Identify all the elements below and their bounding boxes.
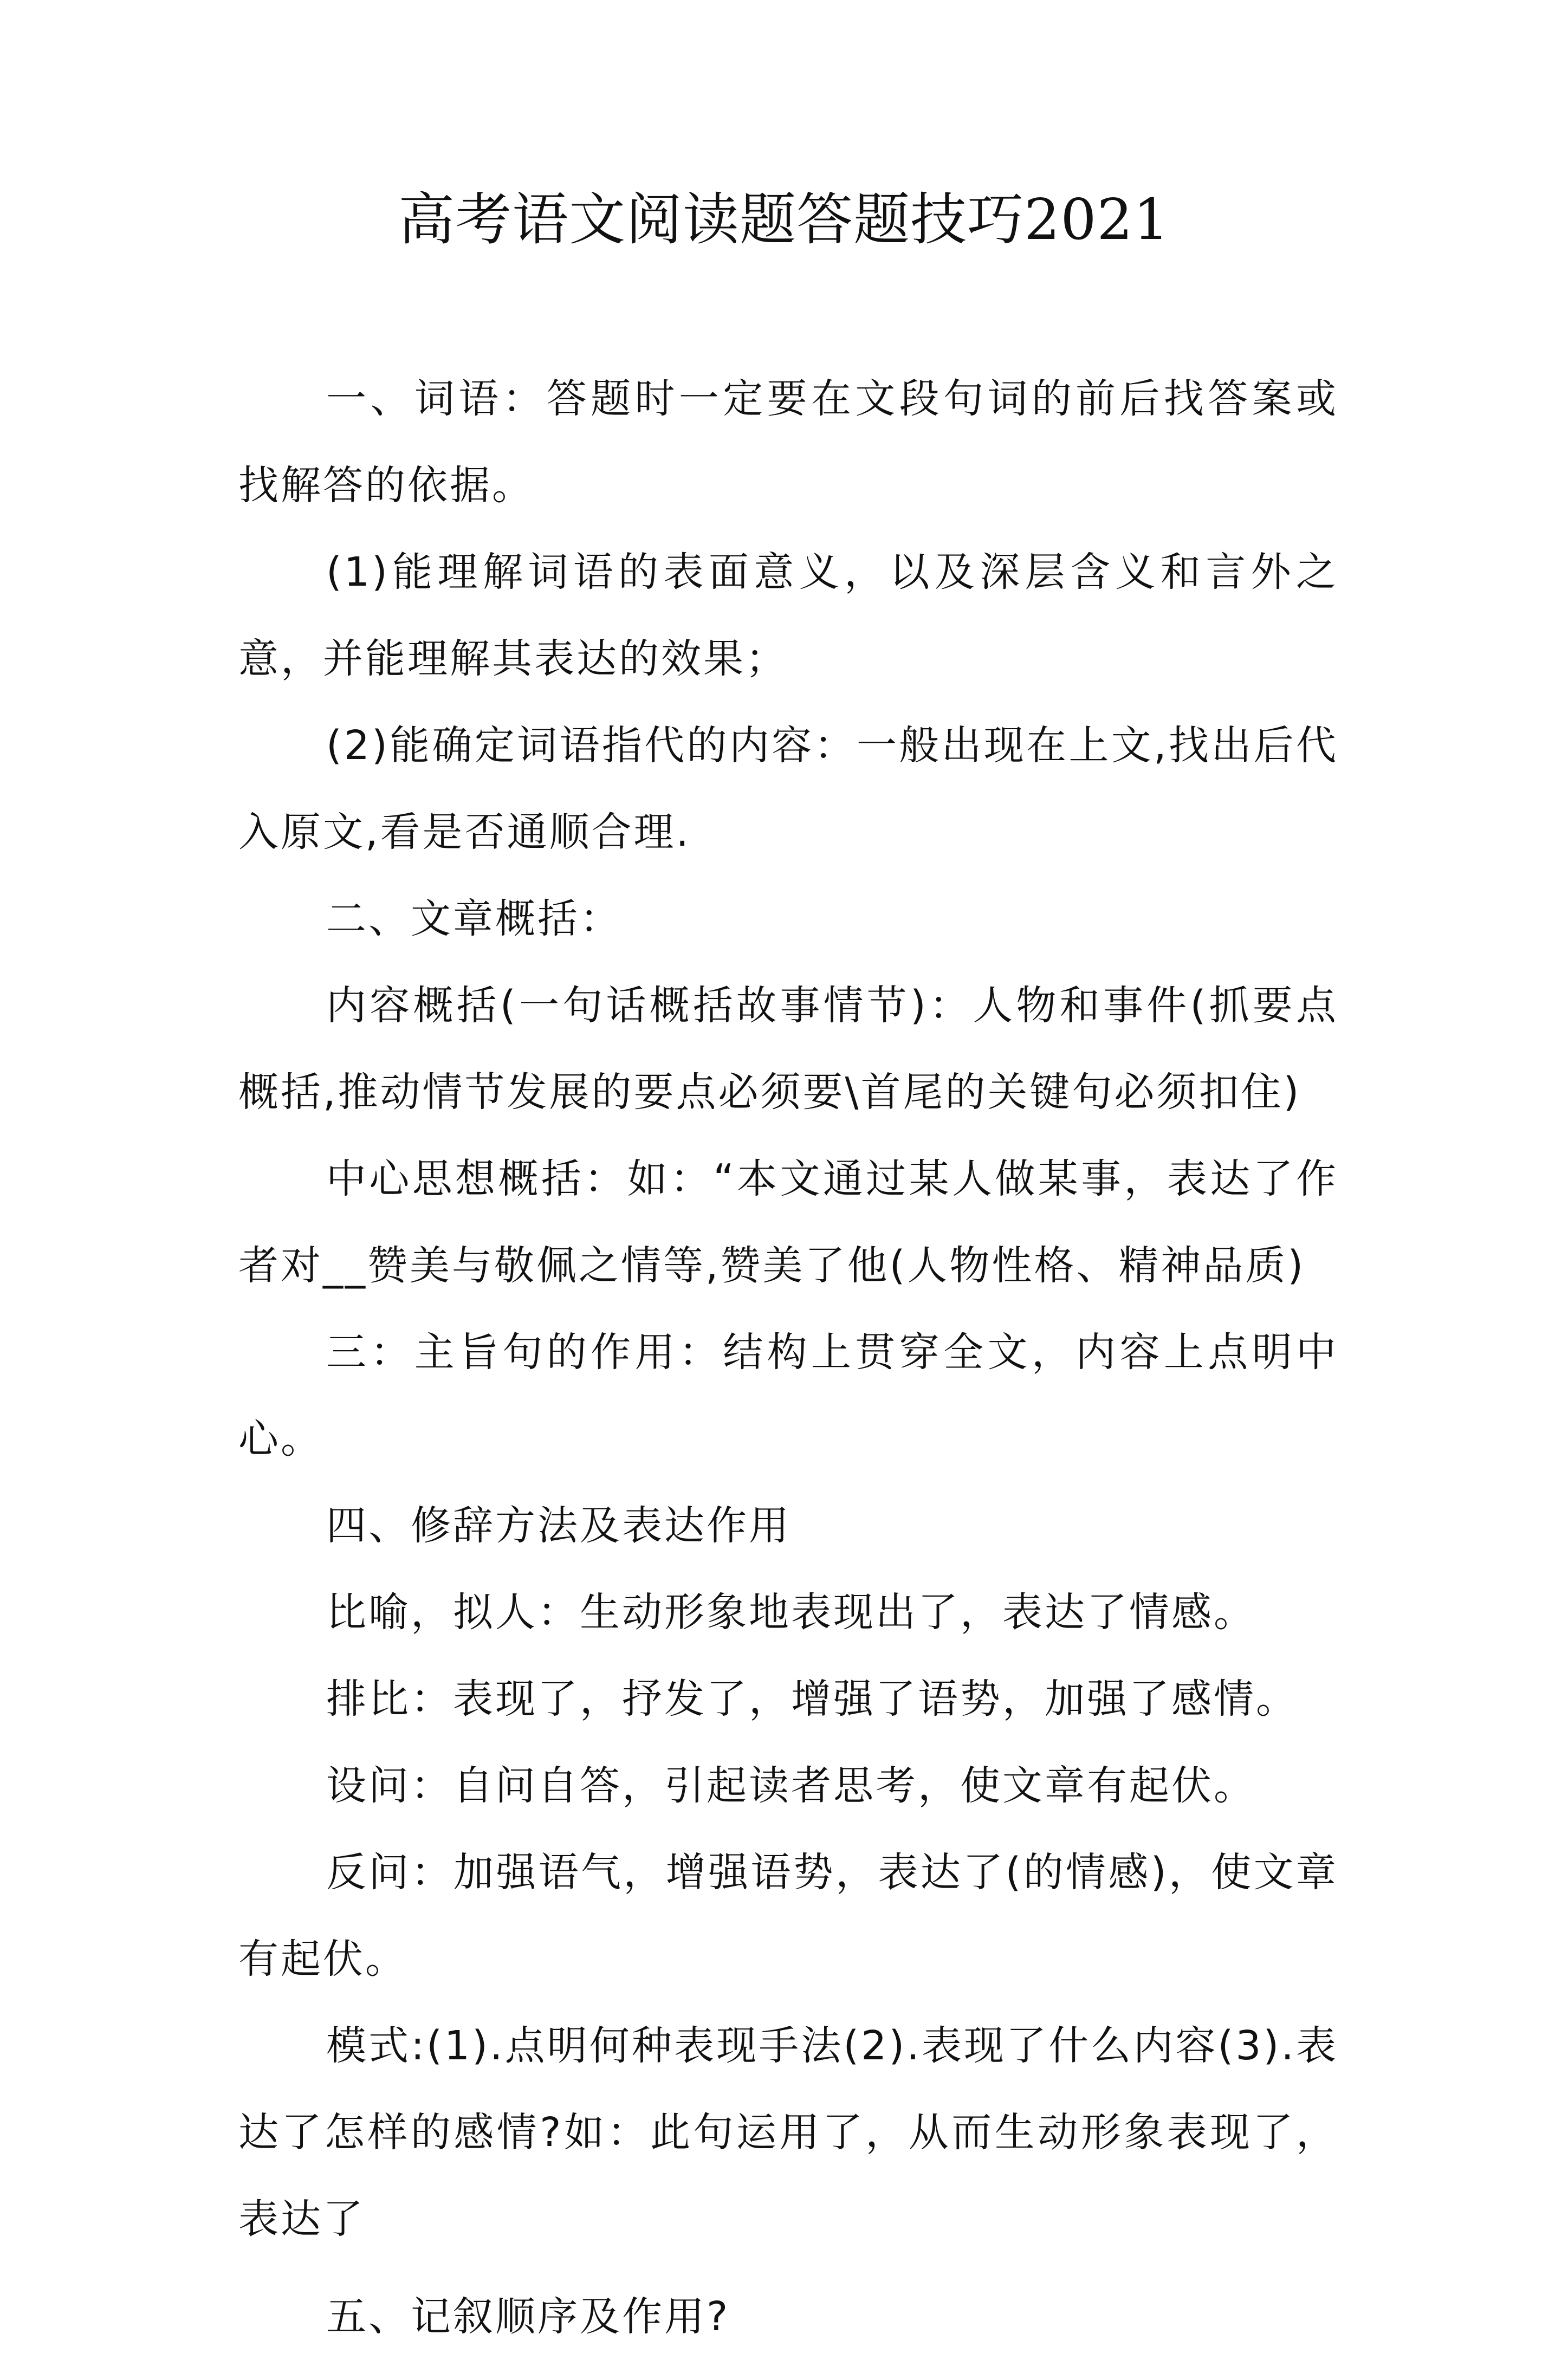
- paragraph-section-2-summary: 二、文章概括：: [326, 896, 622, 942]
- paragraph-content-summary: 内容概括(一句话概括故事情节)：人物和事件(抓要点概括,推动情节发展的要点必须要\首尾的关键句必须扣住): [238, 982, 1338, 1116]
- paragraph-rhetorical-question: 反问：加强语气，增强语势，表达了(的情感)，使文章有起伏。: [238, 1849, 1338, 1982]
- paragraph-parallelism: 排比：表现了，抒发了，增强了语势，加强了感情。: [326, 1676, 1298, 1722]
- paragraph-answer-pattern: 模式:(1).点明何种表现手法(2).表现了什么内容(3).表达了怎样的感情?如：此句运用了，从而生动形象表现了，表达了: [238, 2022, 1338, 2242]
- paragraph-section-3-theme-sentence: 三：主旨句的作用：结构上贯穿全文，内容上点明中心。: [238, 1329, 1338, 1462]
- paragraph-words-point-1: (1)能理解词语的表面意义，以及深层含义和言外之意，并能理解其表达的效果；: [238, 549, 1338, 682]
- paragraph-metaphor-personification: 比喻，拟人：生动形象地表现出了，表达了情感。: [326, 1589, 1256, 1636]
- document-title: 高考语文阅读题答题技巧2021: [398, 186, 1170, 252]
- paragraph-section-5-narrative-order: 五、记叙顺序及作用?: [326, 2293, 730, 2340]
- paragraph-section-1-words: 一、词语：答题时一定要在文段句词的前后找答案或找解答的依据。: [238, 375, 1338, 509]
- paragraph-central-idea-summary: 中心思想概括：如：“本文通过某人做某事，表达了作者对__赞美与敬佩之情等,赞美了他(人物性格、精神品质): [238, 1156, 1338, 1289]
- paragraph-section-4-rhetoric: 四、修辞方法及表达作用: [326, 1502, 791, 1549]
- paragraph-rhetorical-question-set: 设问：自问自答，引起读者思考，使文章有起伏。: [326, 1762, 1256, 1809]
- document-body: [238, 355, 1338, 2360]
- paragraph-words-point-2: (2)能确定词语指代的内容：一般出现在上文,找出后代入原文,看是否通顺合理.: [238, 722, 1338, 855]
